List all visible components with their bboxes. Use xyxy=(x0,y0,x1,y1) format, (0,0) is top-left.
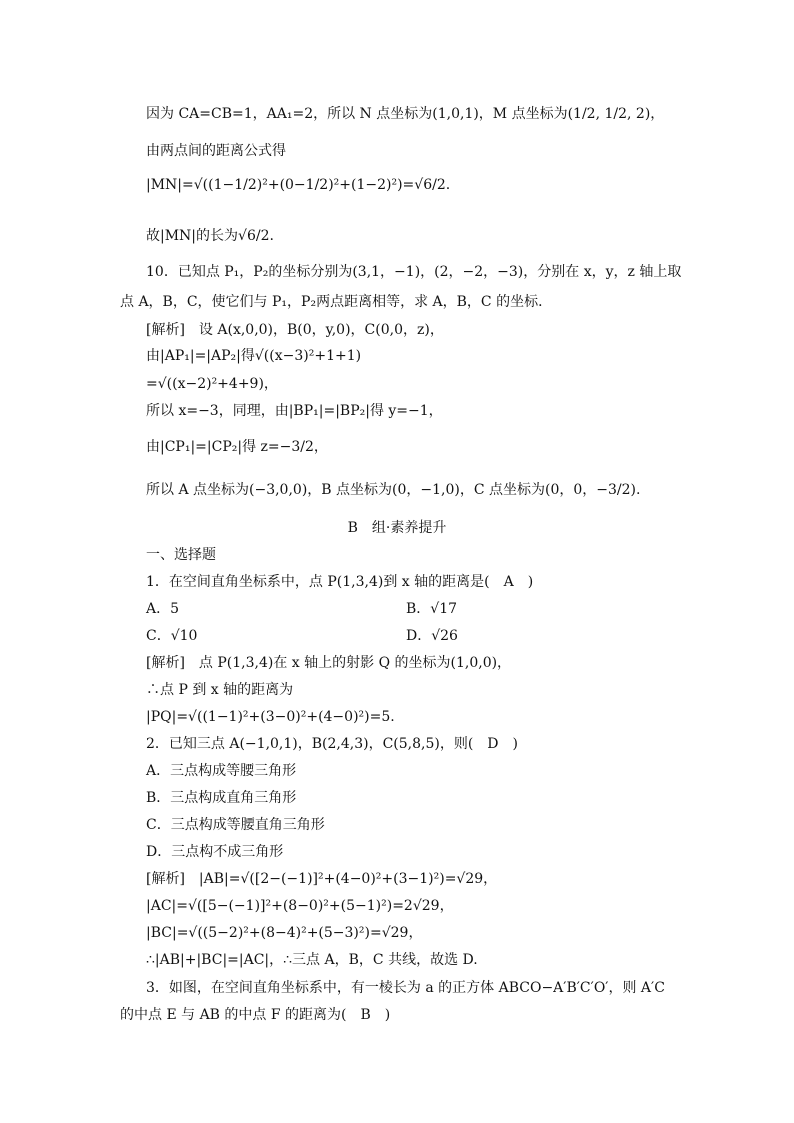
text-line: 的中点 E 与 AB 的中点 F 的距离为( B ) xyxy=(120,1007,391,1023)
formula-line: |PQ|=√((1−1)²+(3−0)²+(4−0)²)=5. xyxy=(146,709,395,725)
solution-label: [解析] 设 A(x,0,0)，B(0，y,0)，C(0,0，z)， xyxy=(146,322,444,338)
option-a: A．5 xyxy=(146,601,180,617)
text-line: 所以 x=−3，同理，由|BP₁|=|BP₂|得 y=−1， xyxy=(146,403,443,419)
text-line: ∴|AB|+|BC|=|AC|，∴三点 A，B，C 共线，故选 D. xyxy=(146,952,478,968)
formula-line: 由|AP₁|=|AP₂|得√((x−3)²+1+1) xyxy=(146,348,362,364)
formula-line: |BC|=√((5−2)²+(8−4)²+(5−3)²)=√29， xyxy=(146,925,423,941)
option-c: C．三点构成等腰直角三角形 xyxy=(146,817,325,833)
question-1: 1．在空间直角坐标系中，点 P(1,3,4)到 x 轴的距离是( A ) xyxy=(146,574,534,590)
option-a: A．三点构成等腰三角形 xyxy=(146,763,297,779)
text-line: 所以 A 点坐标为(−3,0,0)，B 点坐标为(0，−1,0)，C 点坐标为(0，0，−3/2). xyxy=(146,482,641,498)
text-line: 由|CP₁|=|CP₂|得 z=−3/2， xyxy=(146,439,328,455)
question-3: 3．如图，在空间直角坐标系中，有一棱长为 a 的正方体 ABCO−A′B′C′O′，则 A′C xyxy=(146,980,665,996)
formula-line: |MN|=√((1−1/2)²+(0−1/2)²+(1−2)²)=√6/2. xyxy=(146,177,451,193)
text-line: 点 A，B，C，使它们与 P₁，P₂两点距离相等，求 A，B，C 的坐标． xyxy=(120,294,553,310)
formula-line: |AC|=√([5−(−1)]²+(8−0)²+(5−1)²)=2√29， xyxy=(146,898,454,914)
option-b: B．√17 xyxy=(406,601,458,617)
text-line: 因为 CA=CB=1，AA₁=2，所以 N 点坐标为(1,0,1)，M 点坐标为(1/2, 1/2, 2)， xyxy=(146,106,665,122)
option-b: B．三点构成直角三角形 xyxy=(146,790,297,806)
question-2: 2．已知三点 A(−1,0,1)，B(2,4,3)，C(5,8,5)，则( D ) xyxy=(146,736,518,752)
option-c: C．√10 xyxy=(146,628,198,644)
solution-label: [解析] 点 P(1,3,4)在 x 轴上的射影 Q 的坐标为(1,0,0)， xyxy=(146,655,512,671)
subsection-heading: 一、选择题 xyxy=(146,547,216,563)
option-d: D．√26 xyxy=(406,628,458,644)
text-line: 故|MN|的长为√6/2. xyxy=(146,228,274,244)
solution-label: [解析] |AB|=√([2−(−1)]²+(4−0)²+(3−1)²)=√29， xyxy=(146,871,498,887)
section-heading: B 组·素养提升 xyxy=(347,520,447,536)
option-d: D．三点构不成三角形 xyxy=(146,844,284,860)
formula-line: =√((x−2)²+4+9)， xyxy=(146,376,278,392)
text-line: 由两点间的距离公式得 xyxy=(146,143,286,159)
question-10: 10．已知点 P₁，P₂的坐标分别为(3,1，−1)，(2，−2，−3)，分别在 x，y，z 轴上取 xyxy=(146,264,682,280)
text-line: ∴点 P 到 x 轴的距离为 xyxy=(146,682,294,698)
